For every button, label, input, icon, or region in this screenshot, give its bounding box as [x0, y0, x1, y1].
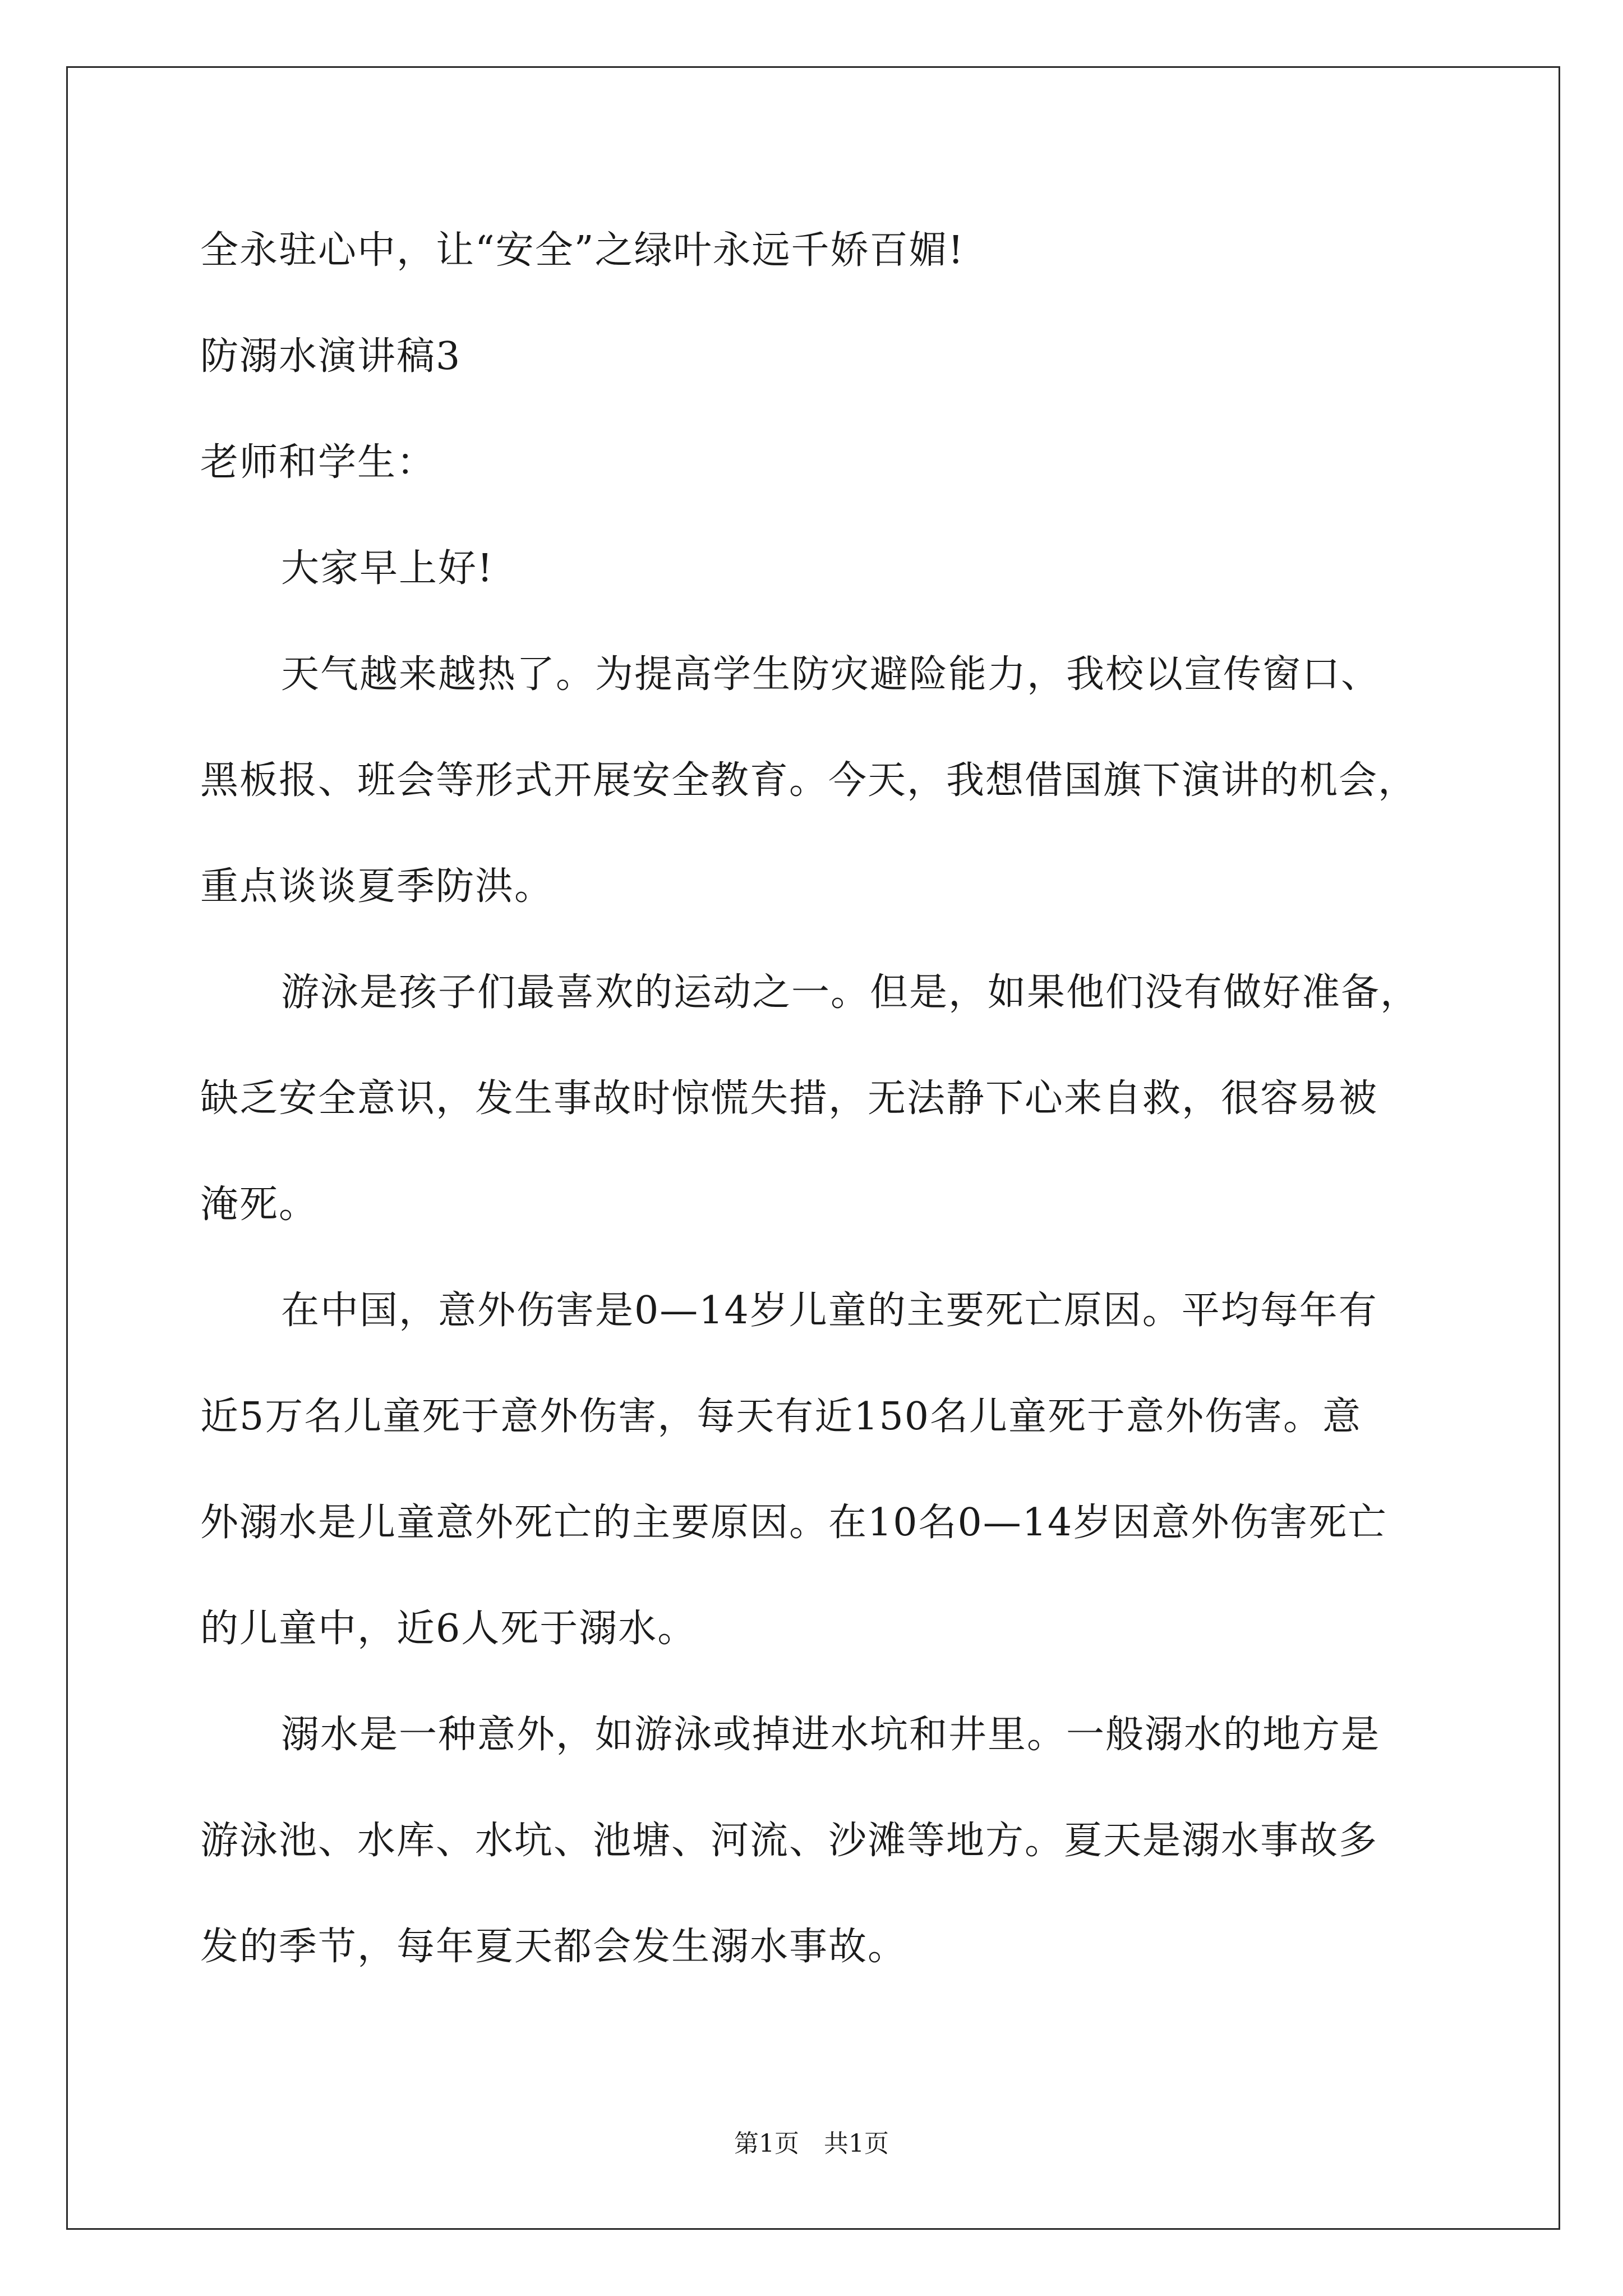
- text-line: 全永驻心中，让“安全”之绿叶永远千娇百媚!: [200, 228, 965, 273]
- salutation: 老师和学生：: [200, 440, 436, 485]
- text-line: 外溺水是儿童意外死亡的主要原因。在10名0—14岁因意外伤害死亡: [200, 1501, 1387, 1545]
- text-line: 近5万名儿童死于意外伤害，每天有近150名儿童死于意外伤害。意: [200, 1395, 1362, 1439]
- section-title: 防溺水演讲稿3: [200, 334, 462, 379]
- text-line: 游泳是孩子们最喜欢的运动之一。但是，如果他们没有做好准备，: [281, 970, 1420, 1015]
- text-line: 的儿童中，近6人死于溺水。: [200, 1607, 697, 1651]
- text-line: 游泳池、水库、水坑、池塘、河流、沙滩等地方。夏天是溺水事故多: [200, 1819, 1378, 1863]
- page-footer: [0, 2127, 1623, 2161]
- greeting: 大家早上好!: [281, 546, 494, 591]
- document-body: [200, 197, 1428, 2000]
- text-line: 溺水是一种意外，如游泳或掉进水坑和井里。一般溺水的地方是: [281, 1713, 1381, 1757]
- text-line: 淹死。: [200, 1182, 319, 1227]
- text-line: 黑板报、班会等形式开展安全教育。今天，我想借国旗下演讲的机会，: [200, 758, 1418, 803]
- text-line: 在中国，意外伤害是0—14岁儿童的主要死亡原因。平均每年有: [281, 1289, 1378, 1333]
- text-line: 缺乏安全意识，发生事故时惊慌失措，无法静下心来自救，很容易被: [200, 1076, 1378, 1121]
- page-number: 第1页: [734, 2129, 799, 2158]
- text-line: 天气越来越热了。为提高学生防灾避险能力，我校以宣传窗口、: [281, 652, 1381, 697]
- page-total: 共1页: [824, 2129, 889, 2158]
- text-line: 重点谈谈夏季防洪。: [200, 864, 554, 909]
- text-line: 发的季节，每年夏天都会发生溺水事故。: [200, 1925, 907, 1969]
